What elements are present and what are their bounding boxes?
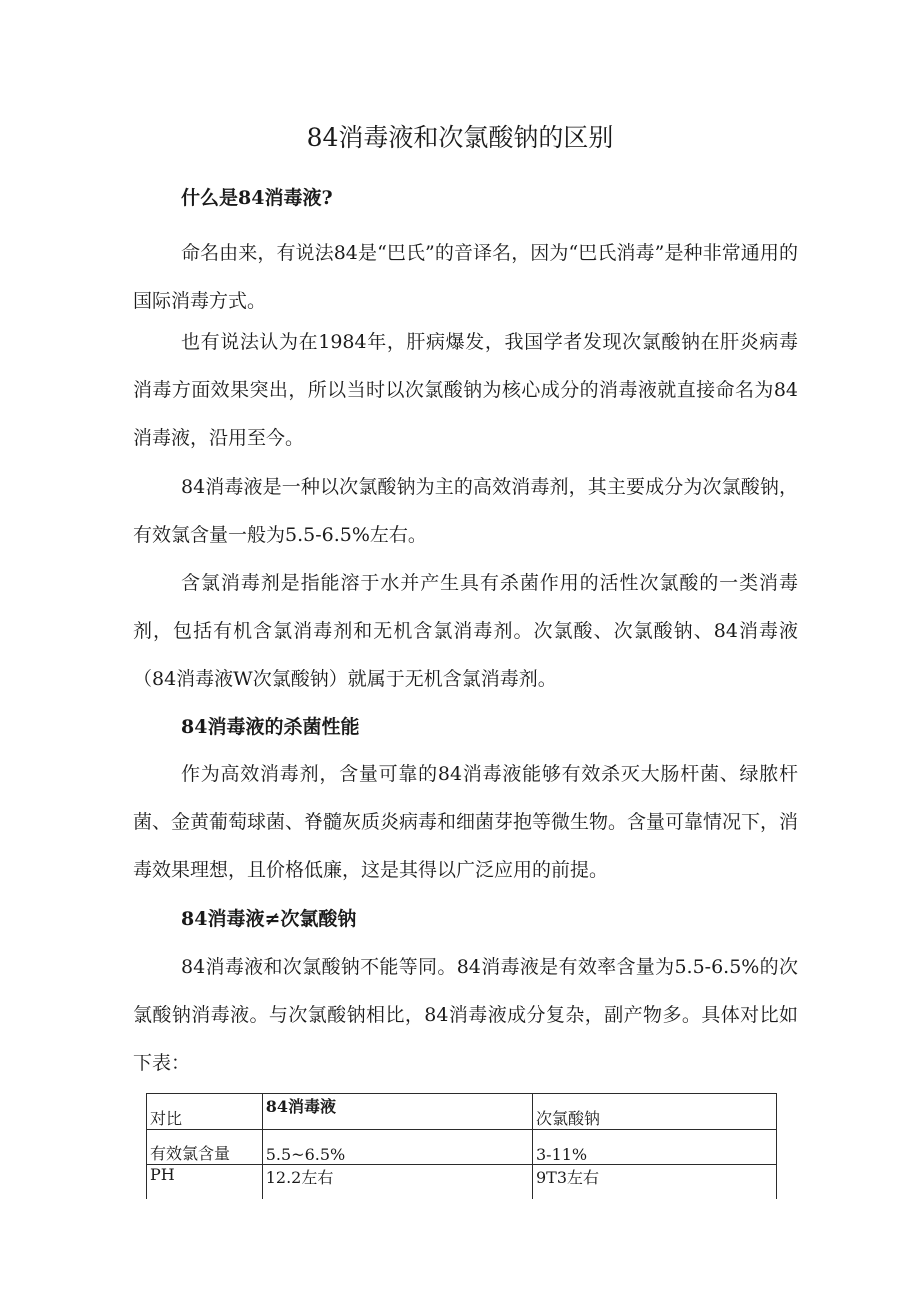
table-cell: 12.2左右 xyxy=(262,1165,532,1200)
table-cell: 有效氯含量 xyxy=(147,1130,263,1165)
paragraph-1984-origin: 也有说法认为在1984年，肝病爆发，我国学者发现次氯酸钠在肝炎病毒消毒方面效果突出，所以当时以次氯酸钠为核心成分的消毒液就直接命名为84消毒液，沿用至今。 xyxy=(133,331,798,449)
table-header-cell: 次氯酸钠 xyxy=(532,1094,776,1130)
section-heading-bactericidal: 84消毒液的杀菌性能 xyxy=(181,716,360,738)
table-header-cell: 84消毒液 xyxy=(262,1094,532,1130)
table-cell: 9T3左右 xyxy=(532,1165,776,1200)
table-row xyxy=(147,1165,777,1200)
paragraph-bactericidal-performance: 作为高效消毒剂，含量可靠的84消毒液能够有效杀灭大肠杆菌、绿脓杆菌、金黄葡萄球菌、脊髓灰质炎病毒和细菌芽抱等微生物。含量可靠情况下，消毒效果理想，且价格低廉，这是其得以广泛应用的前提。 xyxy=(133,763,799,881)
table-header-cell: 对比 xyxy=(147,1094,263,1130)
table-row xyxy=(147,1130,777,1165)
table-header-row xyxy=(147,1094,777,1130)
table-cell: 5.5~6.5% xyxy=(262,1130,532,1165)
section-heading-what-is-84: 什么是84消毒液? xyxy=(181,187,333,209)
document-title: 84消毒液和次氯酸钠的区别 xyxy=(306,123,614,152)
paragraph-comparison-intro: 84消毒液和次氯酸钠不能等同。84消毒液是有效率含量为5.5-6.5%的次氯酸钠消毒液。与次氯酸钠相比，84消毒液成分复杂，副产物多。具体对比如下表： xyxy=(133,956,798,1074)
section-heading-not-equal: 84消毒液≠次氯酸钠 xyxy=(181,908,357,930)
comparison-table xyxy=(146,1093,777,1199)
paragraph-naming-origin: 命名由来，有说法84是“巴氏”的音译名，因为“巴氏消毒”是种非常通用的国际消毒方式。 xyxy=(133,242,798,312)
table-cell: 3-11% xyxy=(532,1130,776,1165)
paragraph-chlorine-disinfectants: 含氯消毒剂是指能溶于水并产生具有杀菌作用的活性次氯酸的一类消毒剂，包括有机含氯消毒剂和无机含氯消毒剂。次氯酸、次氯酸钠、84消毒液（84消毒液W次氯酸钠）就属于无机含氯消毒剂。 xyxy=(133,572,798,690)
table-cell: PH xyxy=(147,1165,263,1200)
paragraph-composition: 84消毒液是一种以次氯酸钠为主的高效消毒剂，其主要成分为次氯酸钠，有效氯含量一般为5.5-6.5%左右。 xyxy=(133,476,798,546)
